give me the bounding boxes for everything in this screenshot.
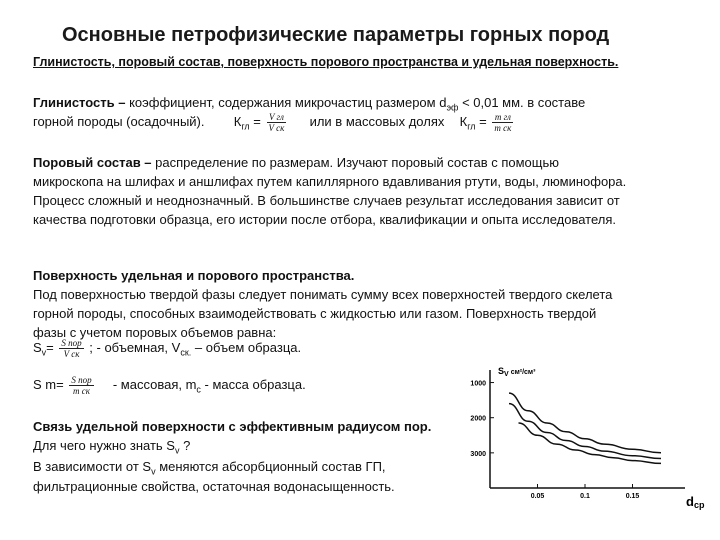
chart-x-title-main: d bbox=[686, 494, 694, 509]
y-tick-label: 3000 bbox=[470, 450, 486, 458]
clay-eq: = bbox=[249, 114, 261, 129]
clay-k-sub-2: гл bbox=[467, 121, 476, 132]
sm-label: S m bbox=[33, 377, 57, 392]
chart-x-title-sub: ср bbox=[693, 500, 705, 510]
clay-f2-den: m ск bbox=[494, 123, 512, 134]
x-tick-label: 0.15 bbox=[625, 493, 640, 500]
clay-term: Глинистость – bbox=[33, 95, 126, 110]
clay-f1-den: V ск bbox=[268, 123, 285, 134]
clay-f1-num: V гл bbox=[267, 112, 287, 123]
sv-text-2: – объем образца. bbox=[191, 340, 302, 355]
sm-f-den: m ск bbox=[72, 386, 90, 397]
clay-line-2 bbox=[33, 112, 515, 137]
sm-f-num: S пор bbox=[71, 375, 92, 386]
sv-f-den: V ск bbox=[63, 349, 80, 360]
sv-sub: v bbox=[41, 347, 47, 358]
sm-formula bbox=[69, 375, 93, 396]
relation-heading: Связь удельной поверхности с эффективным радиусом пор. bbox=[33, 419, 432, 434]
svg-text:SVсм²/см³ bbox=[498, 366, 536, 378]
clay-volume-formula bbox=[267, 112, 287, 133]
page-title: Основные петрофизические параметры горных пород bbox=[62, 24, 610, 46]
sv-eq: = bbox=[46, 340, 54, 355]
clay-f2-num: m гл bbox=[492, 112, 513, 123]
chart-curves bbox=[509, 393, 661, 463]
clay-eq-2: = bbox=[475, 114, 487, 129]
clay-k-sub: гл bbox=[241, 121, 250, 132]
sm-formula-line bbox=[33, 375, 306, 400]
surface-heading: Поверхность удельная и порового пространства. bbox=[33, 268, 355, 283]
sv-sep: ; bbox=[89, 340, 93, 355]
clay-mass-formula bbox=[492, 112, 513, 133]
pore-line-2: микроскопа на шлифах и аншлифах путем капиллярного вдавливания ртути, воды, люминофора. bbox=[33, 174, 627, 189]
relation-line-2-b: меняются абсорбционный состав ГП, bbox=[155, 459, 386, 474]
sv-formula bbox=[59, 338, 83, 359]
chart-x-title bbox=[686, 494, 705, 510]
pore-term: Поровый состав – bbox=[33, 155, 152, 170]
sv-label: S bbox=[33, 340, 42, 355]
sv-dcp-chart bbox=[450, 360, 720, 510]
relation-line-3: фильтрационные свойства, остаточная водонасыщенность. bbox=[33, 479, 395, 494]
x-tick-label: 0.05 bbox=[530, 493, 545, 500]
clay-line-2-text: горной породы (осадочный). bbox=[33, 114, 205, 129]
relation-line-2-a: В зависимости от S bbox=[33, 459, 152, 474]
relation-line-2-sub: v bbox=[151, 466, 156, 477]
series-line-1 bbox=[509, 393, 661, 453]
sm-text: - массовая, m bbox=[112, 377, 197, 392]
relation-q-text: Для чего нужно знать S bbox=[33, 438, 175, 453]
clay-sub-ef: эф bbox=[446, 102, 459, 113]
surface-line-2: горной породы, способных взаимодействовать с жидкостью или газом. Поверхность твердой bbox=[33, 306, 597, 321]
surface-line-1: Под поверхностью твердой фазы следует понимать сумму всех поверхностей твердого скелета bbox=[33, 287, 613, 302]
y-tick-label: 1000 bbox=[470, 380, 486, 388]
chart-y-title-main: S bbox=[498, 366, 505, 376]
y-tick-label: 2000 bbox=[470, 415, 486, 423]
sv-text-sub: ск. bbox=[180, 347, 192, 358]
clay-k-label: К bbox=[233, 114, 242, 129]
surface-line-3: фазы с учетом поровых объемов равна: bbox=[33, 325, 277, 340]
sv-formula-line bbox=[33, 338, 301, 363]
pore-line-4: качества подготовки образца, его истории после отбора, квалификации и опыта исследователя. bbox=[33, 212, 617, 227]
pore-line-3: Процесс сложный и неоднозначный. В большинстве случаев результат исследования зависит от bbox=[33, 193, 620, 208]
pore-line-1 bbox=[33, 153, 559, 172]
sm-eq: = bbox=[56, 377, 64, 392]
chart-y-title bbox=[498, 366, 536, 378]
clay-mass-text: или в массовых долях bbox=[309, 114, 445, 129]
clay-text-2: < 0,01 мм. в составе bbox=[458, 95, 586, 110]
svg-text:dср bbox=[686, 494, 705, 510]
sv-text: - объемная, V bbox=[92, 340, 181, 355]
pore-text-1: распределение по размерам. Изучают поровый состав с помощью bbox=[151, 155, 559, 170]
sm-text-sub: c bbox=[196, 384, 201, 395]
chart-ticks bbox=[470, 381, 639, 500]
x-tick-label: 0.1 bbox=[580, 493, 590, 500]
sv-f-num: S пор bbox=[61, 338, 82, 349]
page-subtitle: Глинистость, поровый состав, поверхность порового пространства и удельная поверхность. bbox=[33, 55, 619, 69]
relation-q-sub: v bbox=[174, 445, 180, 456]
sm-text-2: - масса образца. bbox=[200, 377, 306, 392]
chart-y-title-sub: V bbox=[504, 371, 509, 378]
clay-k-label-2: К bbox=[459, 114, 468, 129]
chart-y-title-units: см²/см³ bbox=[510, 369, 536, 376]
relation-q-end: ? bbox=[179, 438, 191, 453]
clay-text-1: коэффициент, содержания микрочастиц размером d bbox=[125, 95, 447, 110]
